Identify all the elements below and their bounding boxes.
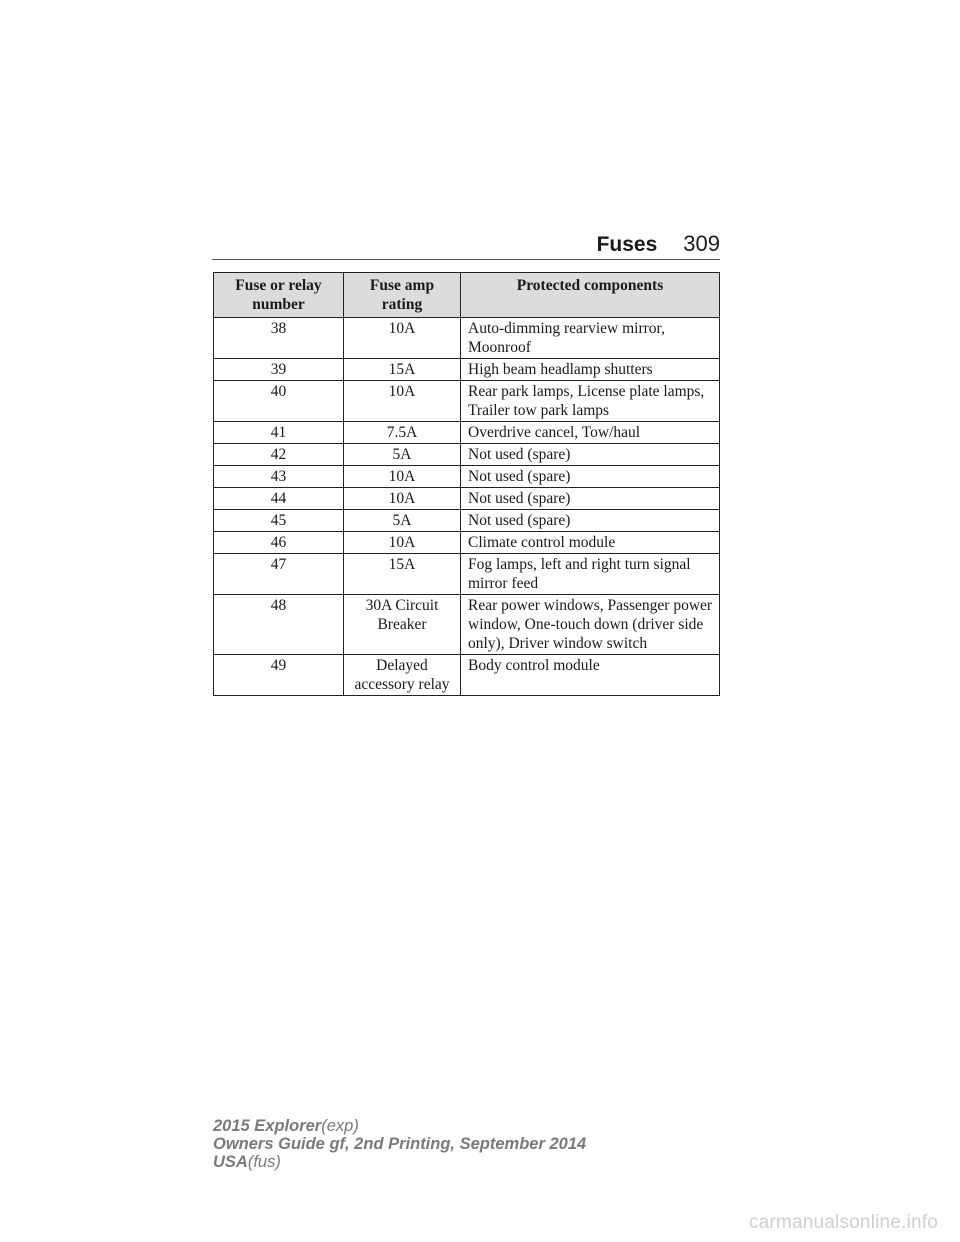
amp-rating-cell: 7.5A bbox=[344, 422, 461, 444]
footer-line-model bbox=[213, 1117, 586, 1135]
fuse-number-cell: 45 bbox=[214, 510, 344, 532]
fuse-number-cell: 38 bbox=[214, 318, 344, 359]
column-header-fuse-number: Fuse or relay number bbox=[214, 273, 344, 318]
components-cell: Not used (spare) bbox=[461, 488, 720, 510]
footer-edition: Owners Guide gf, 2nd Printing, September 2014 bbox=[213, 1135, 587, 1153]
footer-model: 2015 Explorer bbox=[213, 1117, 322, 1135]
amp-rating-cell: 10A bbox=[344, 488, 461, 510]
table-row bbox=[214, 444, 720, 466]
table-row bbox=[214, 595, 720, 655]
components-cell: Body control module bbox=[461, 655, 720, 696]
table-row bbox=[214, 532, 720, 554]
fuse-number-cell: 48 bbox=[214, 595, 344, 655]
amp-rating-cell: Delayed accessory relay bbox=[344, 655, 461, 696]
footer-model-code: (exp) bbox=[321, 1117, 359, 1135]
components-cell: Climate control module bbox=[461, 532, 720, 554]
watermark: carmanualsonline.info bbox=[748, 1212, 938, 1233]
page-number: 309 bbox=[683, 231, 720, 256]
components-cell: Overdrive cancel, Tow/haul bbox=[461, 422, 720, 444]
column-header-amp-rating: Fuse amp rating bbox=[344, 273, 461, 318]
table-row bbox=[214, 554, 720, 595]
amp-rating-cell: 10A bbox=[344, 532, 461, 554]
fuse-table bbox=[213, 272, 720, 696]
table-row bbox=[214, 510, 720, 532]
amp-rating-cell: 15A bbox=[344, 359, 461, 381]
section-title: Fuses bbox=[596, 233, 658, 256]
table-row bbox=[214, 318, 720, 359]
components-cell: Not used (spare) bbox=[461, 510, 720, 532]
amp-rating-cell: 15A bbox=[344, 554, 461, 595]
table-row bbox=[214, 466, 720, 488]
table-row bbox=[214, 655, 720, 696]
amp-rating-cell: 5A bbox=[344, 444, 461, 466]
table-row bbox=[214, 488, 720, 510]
table-row bbox=[214, 381, 720, 422]
footer-market-code: (fus) bbox=[247, 1153, 281, 1171]
footer-line-market bbox=[213, 1153, 586, 1171]
table-row bbox=[214, 359, 720, 381]
column-header-protected-components: Protected components bbox=[461, 273, 720, 318]
fuse-number-cell: 40 bbox=[214, 381, 344, 422]
page-header bbox=[212, 226, 720, 260]
table-header-row bbox=[214, 273, 720, 318]
amp-rating-cell: 10A bbox=[344, 381, 461, 422]
fuse-number-cell: 41 bbox=[214, 422, 344, 444]
amp-rating-cell: 10A bbox=[344, 318, 461, 359]
components-cell: Rear park lamps, License plate lamps, Trailer tow park lamps bbox=[461, 381, 720, 422]
footer-market: USA bbox=[213, 1153, 248, 1171]
amp-rating-cell: 10A bbox=[344, 466, 461, 488]
fuse-number-cell: 43 bbox=[214, 466, 344, 488]
fuse-number-cell: 42 bbox=[214, 444, 344, 466]
document-footer bbox=[213, 1117, 586, 1171]
fuse-number-cell: 47 bbox=[214, 554, 344, 595]
components-cell: Fog lamps, left and right turn signal mirror feed bbox=[461, 554, 720, 595]
components-cell: Not used (spare) bbox=[461, 466, 720, 488]
fuse-number-cell: 49 bbox=[214, 655, 344, 696]
components-cell: Auto-dimming rearview mirror, Moonroof bbox=[461, 318, 720, 359]
fuse-number-cell: 39 bbox=[214, 359, 344, 381]
fuse-number-cell: 44 bbox=[214, 488, 344, 510]
components-cell: Rear power windows, Passenger power window, One-touch down (driver side only), Driver window switch bbox=[461, 595, 720, 655]
table-row bbox=[214, 422, 720, 444]
amp-rating-cell: 30A Circuit Breaker bbox=[344, 595, 461, 655]
amp-rating-cell: 5A bbox=[344, 510, 461, 532]
fuse-number-cell: 46 bbox=[214, 532, 344, 554]
components-cell: Not used (spare) bbox=[461, 444, 720, 466]
components-cell: High beam headlamp shutters bbox=[461, 359, 720, 381]
